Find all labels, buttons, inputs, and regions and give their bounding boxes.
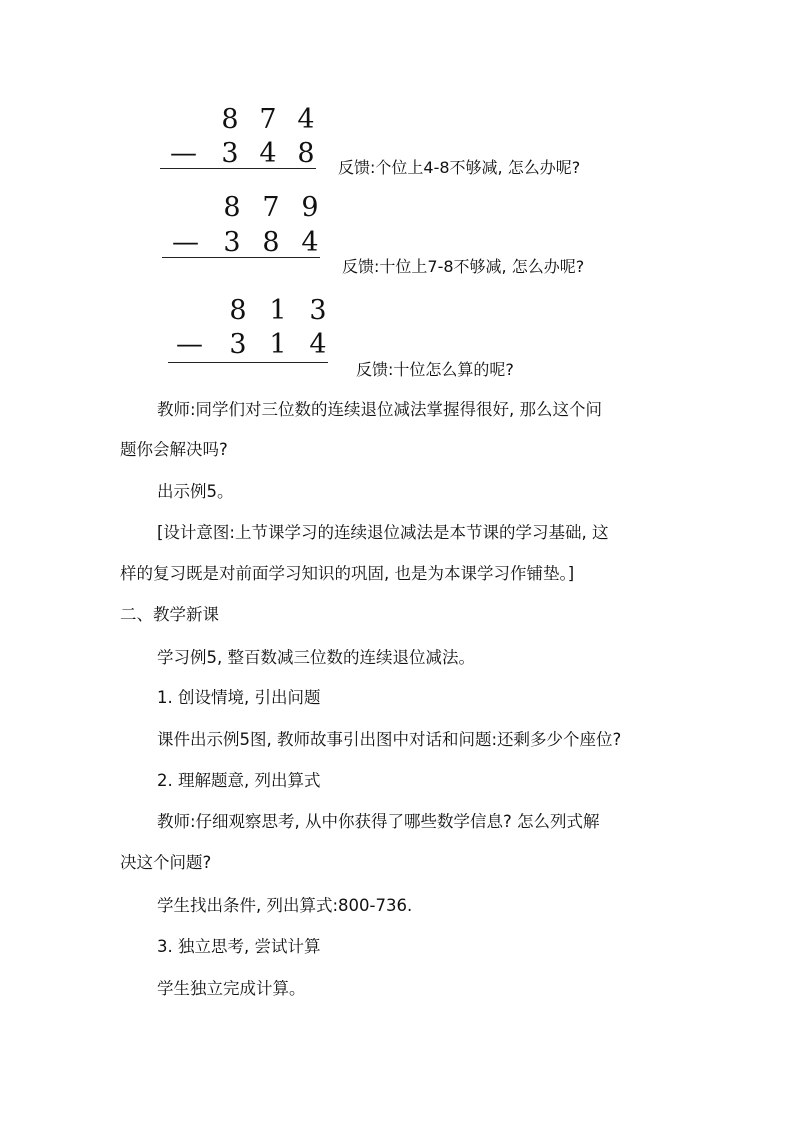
paragraph-line: [设计意图:上节课学习的连续退位减法是本节课的学习基础, 这: [157, 523, 609, 542]
paragraph-line: 决这个问题?: [120, 853, 212, 872]
digit: 8: [229, 295, 247, 326]
digit: 7: [262, 192, 280, 223]
subheading: 1. 创设情境, 引出问题: [157, 688, 321, 707]
digit: 8: [221, 104, 239, 135]
digit: 9: [301, 192, 319, 223]
feedback-text: 反馈:个位上4-8不够减, 怎么办呢?: [338, 158, 581, 177]
section-heading: 二、教学新课: [120, 605, 219, 624]
minus-sign: —: [176, 329, 203, 360]
feedback-text: 反馈:十位怎么算的呢?: [356, 360, 514, 379]
digit: 7: [259, 104, 277, 135]
minus-sign: —: [170, 138, 197, 169]
paragraph-line: 教师:同学们对三位数的连续退位减法掌握得很好, 那么这个问: [157, 400, 603, 419]
digit: 1: [269, 329, 287, 360]
digit: 1: [269, 295, 287, 326]
paragraph-line: 题你会解决吗?: [120, 440, 228, 459]
paragraph-line: 学生找出条件, 列出算式:800-736.: [157, 896, 413, 915]
digit: 8: [223, 192, 241, 223]
digit: 4: [309, 329, 327, 360]
paragraph-line: 学生独立完成计算。: [157, 979, 306, 998]
digit: 4: [301, 227, 319, 258]
paragraph-line: 学习例5, 整百数减三位数的连续退位减法。: [157, 648, 475, 667]
sum-line: [160, 168, 316, 169]
digit: 4: [259, 138, 277, 169]
paragraph-line: 教师:仔细观察思考, 从中你获得了哪些数学信息? 怎么列式解: [157, 812, 600, 831]
subheading: 2. 理解题意, 列出算式: [157, 771, 321, 790]
digit: 4: [297, 104, 315, 135]
digit: 3: [223, 227, 241, 258]
paragraph-line: 课件出示例5图, 教师故事引出图中对话和问题:还剩多少个座位?: [157, 730, 622, 749]
sum-line: [168, 362, 328, 363]
digit: 3: [221, 138, 239, 169]
feedback-text: 反馈:十位上7-8不够减, 怎么办呢?: [342, 257, 585, 276]
digit: 3: [309, 295, 327, 326]
subheading: 3. 独立思考, 尝试计算: [157, 937, 321, 956]
digit: 3: [229, 329, 247, 360]
digit: 8: [297, 138, 315, 169]
digit: 8: [262, 227, 280, 258]
paragraph-line: 样的复习既是对前面学习知识的巩固, 也是为本课学习作铺垫。]: [120, 564, 575, 583]
sum-line: [162, 257, 320, 258]
minus-sign: —: [172, 227, 199, 258]
paragraph-line: 出示例5。: [157, 482, 234, 501]
